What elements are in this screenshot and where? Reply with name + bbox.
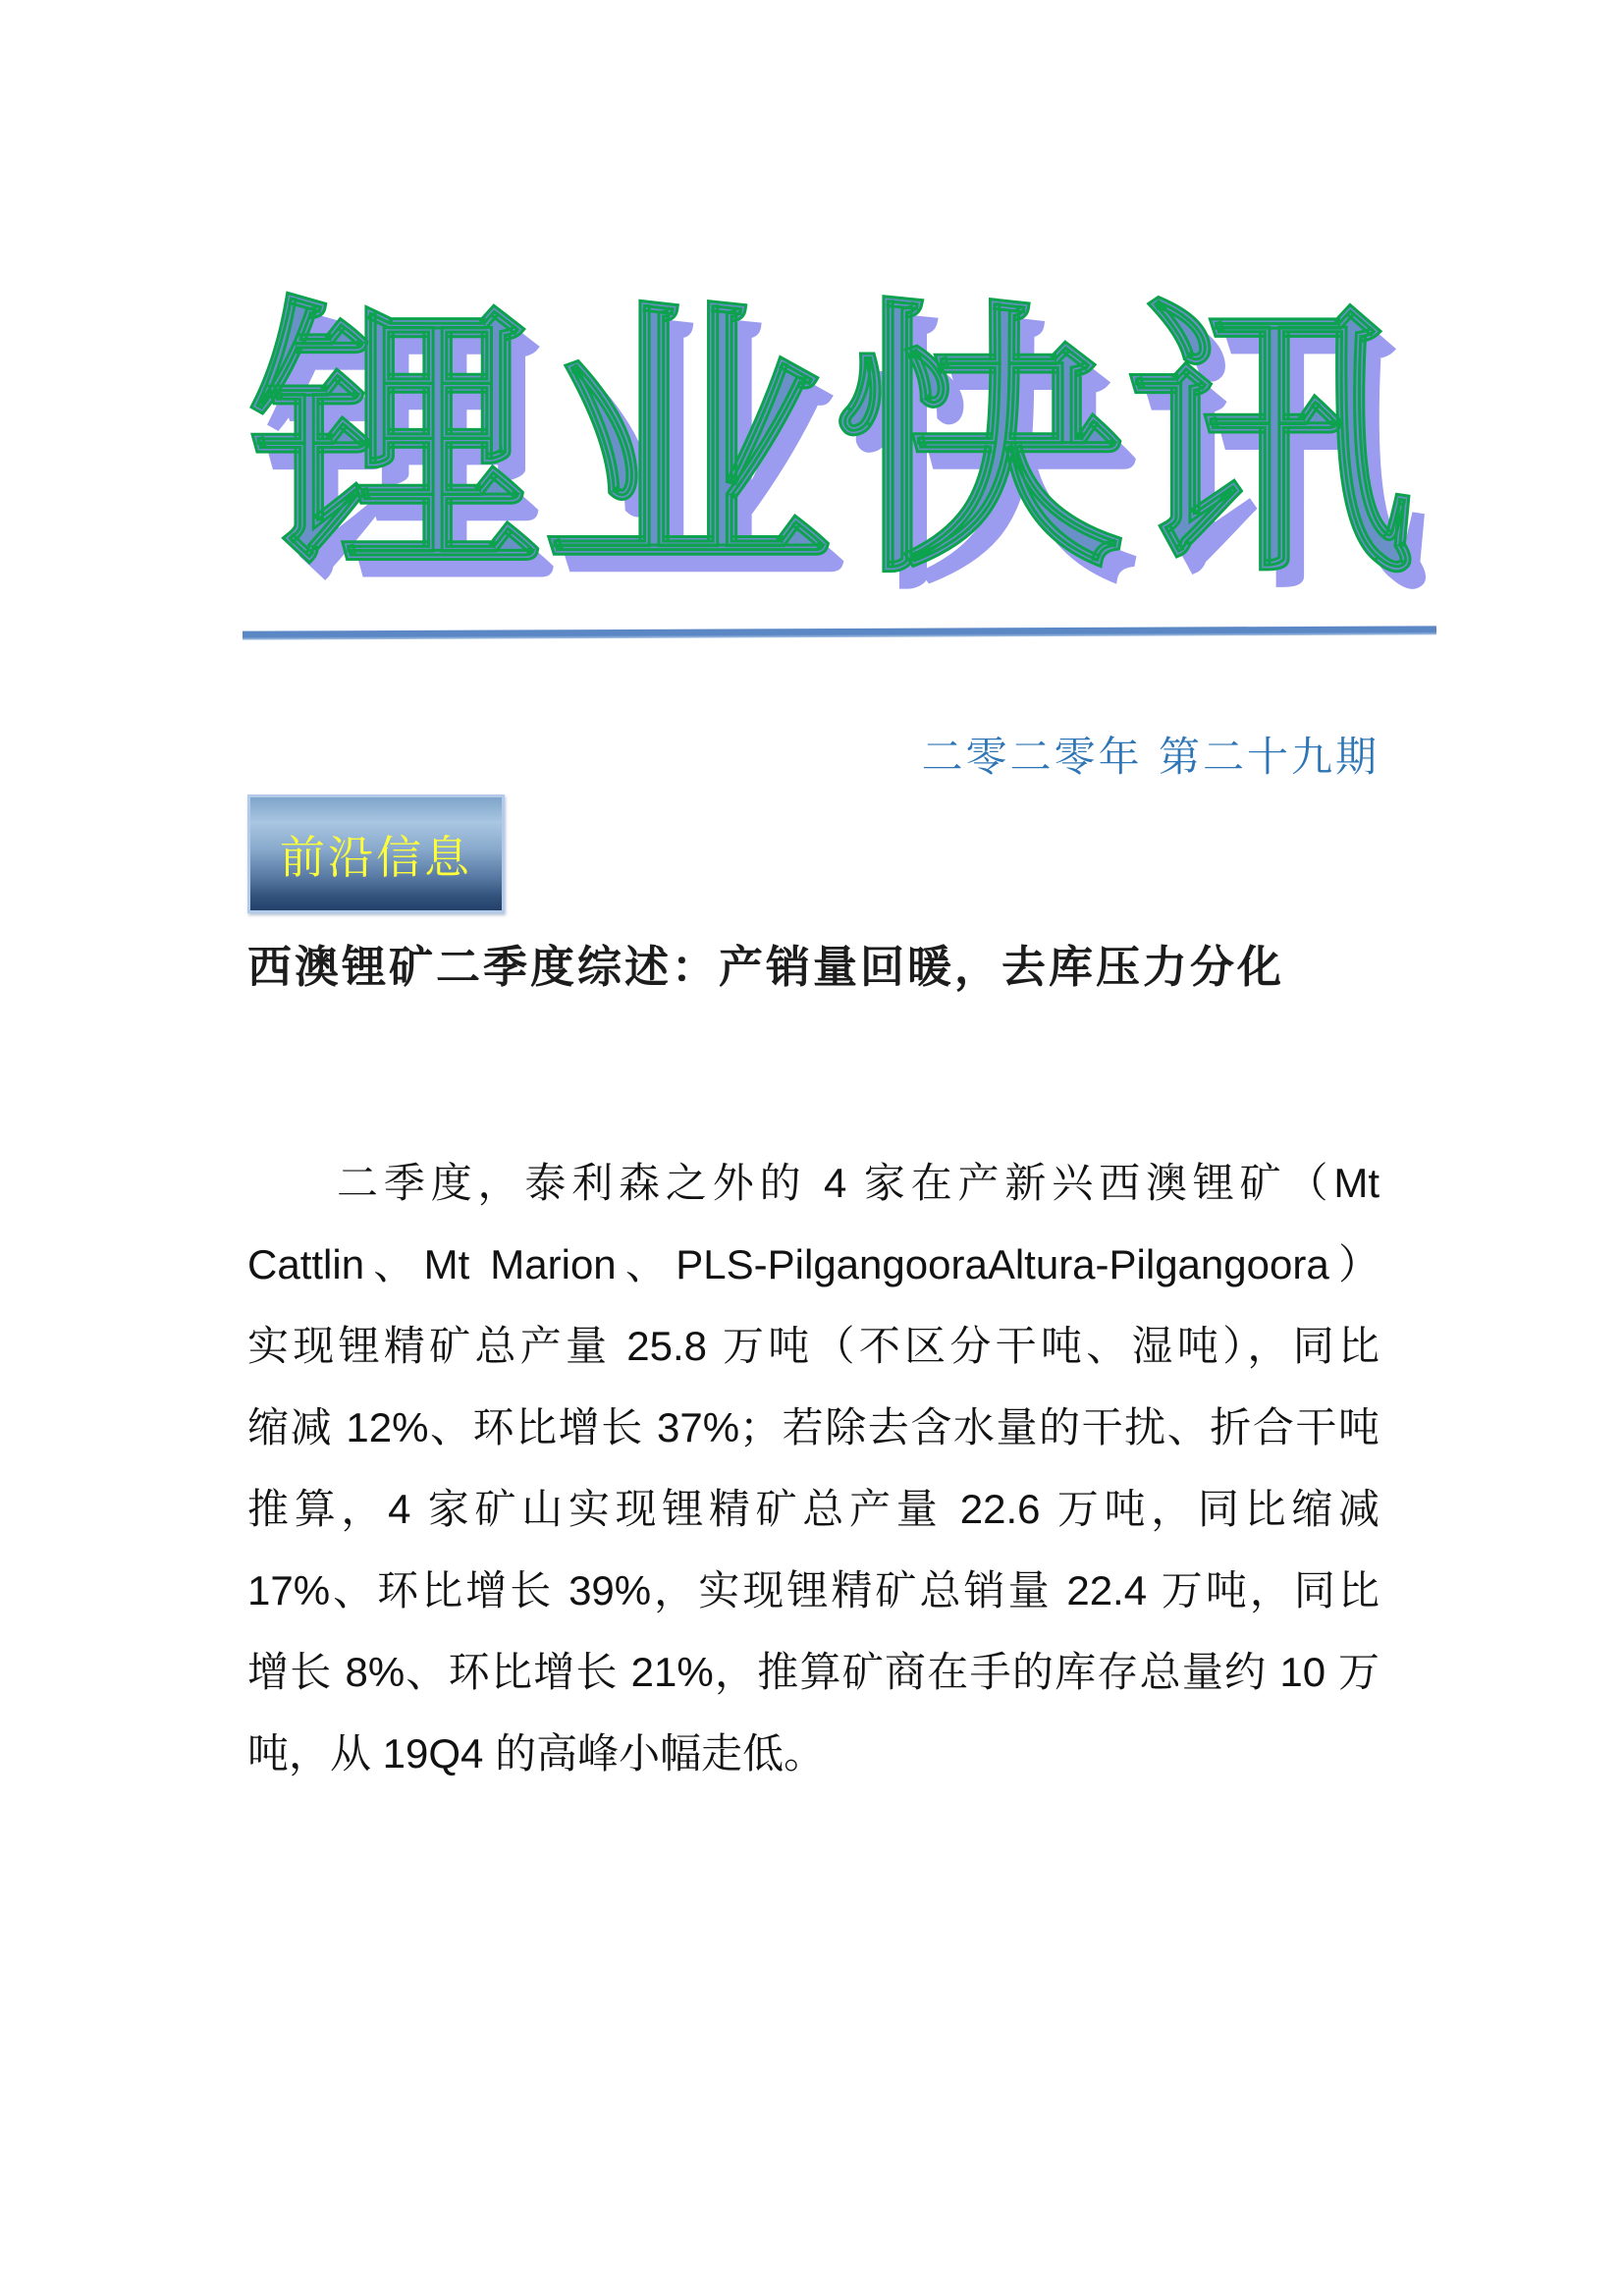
article-line: 缩减 12%、环比增长 37%；若除去含水量的干扰、折合干吨 <box>247 1404 1380 1450</box>
article-title: 西澳锂矿二季度综述：产销量回暖，去库压力分化 <box>247 942 1285 992</box>
article-line: Cattlin、Mt Marion、PLS-PilgangooraAltura-Pilgangoora） <box>247 1241 1380 1287</box>
article-line: 推算，4 家矿山实现锂精矿总产量 22.6 万吨，同比缩减 <box>247 1486 1380 1532</box>
article-body <box>247 1142 1380 1794</box>
masthead-divider <box>243 626 1436 639</box>
section-badge-label: 前沿信息 <box>280 830 472 884</box>
article-line: 17%、环比增长 39%，实现锂精矿总销量 22.4 万吨，同比 <box>247 1567 1380 1613</box>
article-line: 增长 8%、环比增长 21%，推算矿商在手的库存总量约 10 万 <box>247 1649 1380 1695</box>
article-line: 吨，从 19Q4 的高峰小幅走低。 <box>247 1730 826 1777</box>
issue-line: 二零二零年 第二十九期 <box>921 733 1380 781</box>
masthead-wordart-title: 锂业快讯 <box>249 275 1417 613</box>
article-line: 实现锂精矿总产量 25.8 万吨（不区分干吨、湿吨），同比 <box>247 1323 1380 1369</box>
article-line: 二季度，泰利森之外的 4 家在产新兴西澳锂矿（Mt <box>337 1160 1380 1206</box>
section-badge <box>247 794 505 913</box>
